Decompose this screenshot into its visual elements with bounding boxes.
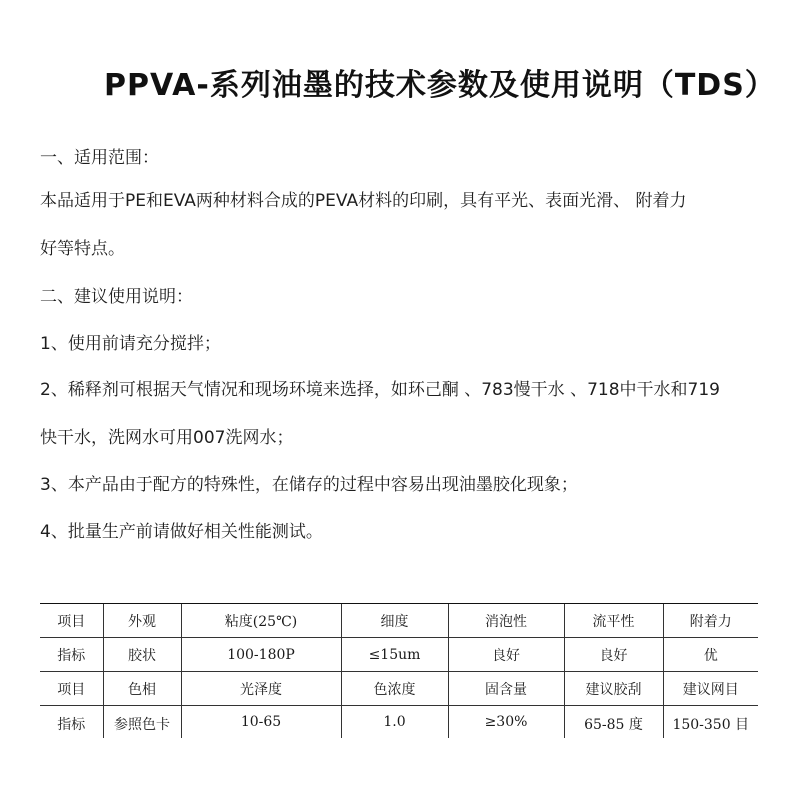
table-cell: 色浓度 <box>341 672 448 706</box>
table-cell: 消泡性 <box>448 604 564 638</box>
table-cell: ≤15um <box>341 638 448 672</box>
table-cell: 光泽度 <box>181 672 341 706</box>
table-cell: 指标 <box>40 638 103 672</box>
table-cell: 10-65 <box>181 706 341 739</box>
scope-heading: 一、适用范围： <box>40 148 159 168</box>
usage-item-1: 1、使用前请充分搅拌； <box>40 334 221 354</box>
table-cell: 建议网目 <box>663 672 758 706</box>
table-cell: ≥30% <box>448 706 564 739</box>
table-cell: 65-85 度 <box>564 706 663 739</box>
table-cell: 建议胶刮 <box>564 672 663 706</box>
spec-table <box>40 603 758 738</box>
table-cell: 指标 <box>40 706 103 739</box>
usage-item-2-line-1: 2、稀释剂可根据天气情况和现场环境来选择，如环己酮 、783慢干水 、718中干水和719 <box>40 380 720 400</box>
usage-item-4: 4、批量生产前请做好相关性能测试。 <box>40 522 323 542</box>
table-cell: 优 <box>663 638 758 672</box>
table-cell: 胶状 <box>103 638 181 672</box>
table-row <box>40 672 758 706</box>
table-cell: 项目 <box>40 604 103 638</box>
viscosity-label: 粘度(25 <box>224 613 277 630</box>
table-cell: 附着力 <box>663 604 758 638</box>
table-cell: 100-180P <box>181 638 341 672</box>
table-cell: 良好 <box>448 638 564 672</box>
page-title: PPVA-系列油墨的技术参数及使用说明（TDS） <box>104 68 776 103</box>
table-row <box>40 604 758 638</box>
table-cell: 固含量 <box>448 672 564 706</box>
usage-heading: 二、建议使用说明： <box>40 287 193 307</box>
table-cell: 粘度(25℃) <box>181 604 341 638</box>
table-cell: 色相 <box>103 672 181 706</box>
table-cell: 外观 <box>103 604 181 638</box>
table-cell: 细度 <box>341 604 448 638</box>
usage-item-3: 3、本产品由于配方的特殊性，在储存的过程中容易出现油墨胶化现象； <box>40 475 578 495</box>
scope-text-line-2: 好等特点。 <box>40 239 125 259</box>
table-row <box>40 638 758 672</box>
table-cell: 良好 <box>564 638 663 672</box>
usage-item-2-line-2: 快干水，洗网水可用007洗网水； <box>40 428 294 448</box>
table-cell: 参照色卡 <box>103 706 181 739</box>
table-row <box>40 706 758 739</box>
scope-text-line-1: 本品适用于PE和EVA两种材料合成的PEVA材料的印刷，具有平光、表面光滑、 附着力 <box>40 191 687 211</box>
table-cell: 150-350 目 <box>663 706 758 739</box>
table-cell: 流平性 <box>564 604 663 638</box>
table-cell: 项目 <box>40 672 103 706</box>
table-cell: 1.0 <box>341 706 448 739</box>
